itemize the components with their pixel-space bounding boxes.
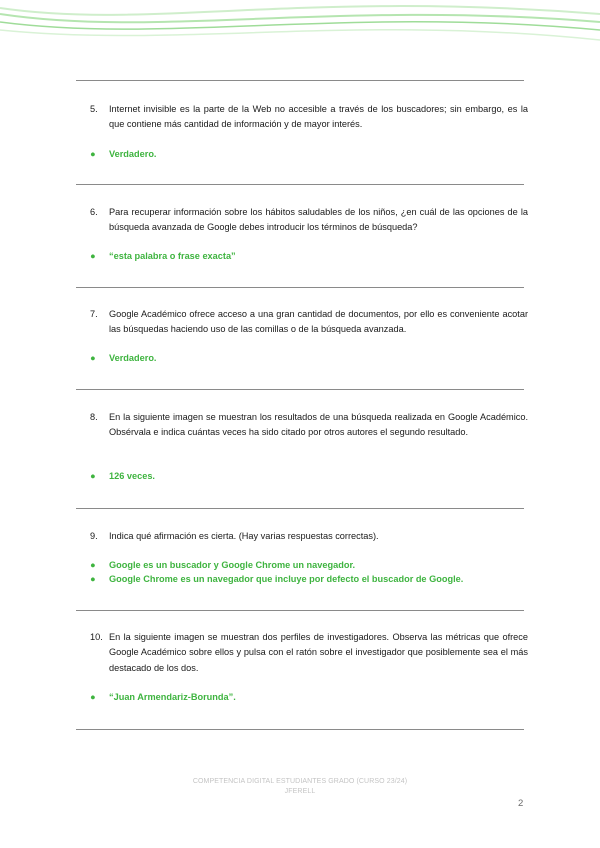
bullet-icon: ● — [90, 149, 96, 159]
question-text: Google Académico ofrece acceso a una gran cantidad de documentos, por ello es conveniente acotar las búsquedas haciendo uso de las comillas o de la búsqueda avanzada. — [109, 309, 528, 335]
footer-course: COMPETENCIA DIGITAL ESTUDIANTES GRADO (CURSO 23/24) — [192, 778, 408, 785]
answer-text: Verdadero. — [109, 353, 157, 363]
answer-item — [90, 147, 157, 162]
question-number: 6. — [90, 207, 98, 217]
question-8 — [90, 410, 528, 441]
answer-text: 126 veces. — [109, 471, 155, 481]
footer-author: JFERELL — [284, 788, 316, 795]
bullet-icon: ● — [90, 574, 96, 584]
divider — [76, 389, 524, 390]
question-7 — [90, 307, 528, 338]
bullet-icon: ● — [90, 560, 96, 570]
question-number: 7. — [90, 309, 98, 319]
bullet-icon: ● — [90, 692, 96, 702]
question-text: Internet invisible es la parte de la Web no accesible a través de los buscadores; sin embargo, es la que contiene más cantidad de información y de mayor interés. — [109, 104, 528, 130]
answer-item — [90, 558, 355, 573]
question-9 — [90, 529, 528, 544]
answer-item — [90, 572, 463, 587]
divider — [76, 184, 524, 185]
page-number: 2 — [518, 798, 524, 809]
question-text: Indica qué afirmación es cierta. (Hay varias respuestas correctas). — [109, 531, 379, 541]
divider — [76, 80, 524, 81]
answer-item — [90, 351, 157, 366]
answer-item — [90, 469, 155, 484]
answer-item — [90, 249, 236, 264]
question-text: En la siguiente imagen se muestran los resultados de una búsqueda realizada en Google Académico. Obsérvala e indica cuántas veces ha sido citado por otros autores el segundo resultado. — [109, 412, 528, 438]
bullet-icon: ● — [90, 353, 96, 363]
question-number: 8. — [90, 412, 98, 422]
question-number: 10. — [90, 632, 103, 642]
answer-text: “Juan Armendariz-Borunda”. — [109, 692, 236, 702]
bullet-icon: ● — [90, 251, 96, 261]
question-10 — [90, 630, 528, 676]
divider — [76, 729, 524, 730]
question-number: 5. — [90, 104, 98, 114]
question-text: En la siguiente imagen se muestran dos perfiles de investigadores. Observa las métricas que ofrece Google Académico sobre ellos y pulsa con el ratón sobre el investigador que posiblemente sea el más destacado de los dos. — [109, 632, 528, 673]
bullet-icon: ● — [90, 471, 96, 481]
question-number: 9. — [90, 531, 98, 541]
answer-text: Google Chrome es un navegador que incluye por defecto el buscador de Google. — [109, 574, 464, 584]
answer-text: Google es un buscador y Google Chrome un navegador. — [109, 560, 356, 570]
question-5 — [90, 102, 528, 133]
divider — [76, 610, 524, 611]
divider — [76, 287, 524, 288]
question-6 — [90, 205, 528, 236]
answer-text: Verdadero. — [109, 149, 157, 159]
answer-item — [90, 690, 236, 705]
header-wave-decoration — [0, 0, 600, 60]
answer-text: “esta palabra o frase exacta” — [109, 251, 236, 261]
divider — [76, 508, 524, 509]
question-text: Para recuperar información sobre los hábitos saludables de los niños, ¿en cuál de las opciones de la búsqueda avanzada de Google debes introducir los términos de búsqueda? — [109, 207, 528, 233]
